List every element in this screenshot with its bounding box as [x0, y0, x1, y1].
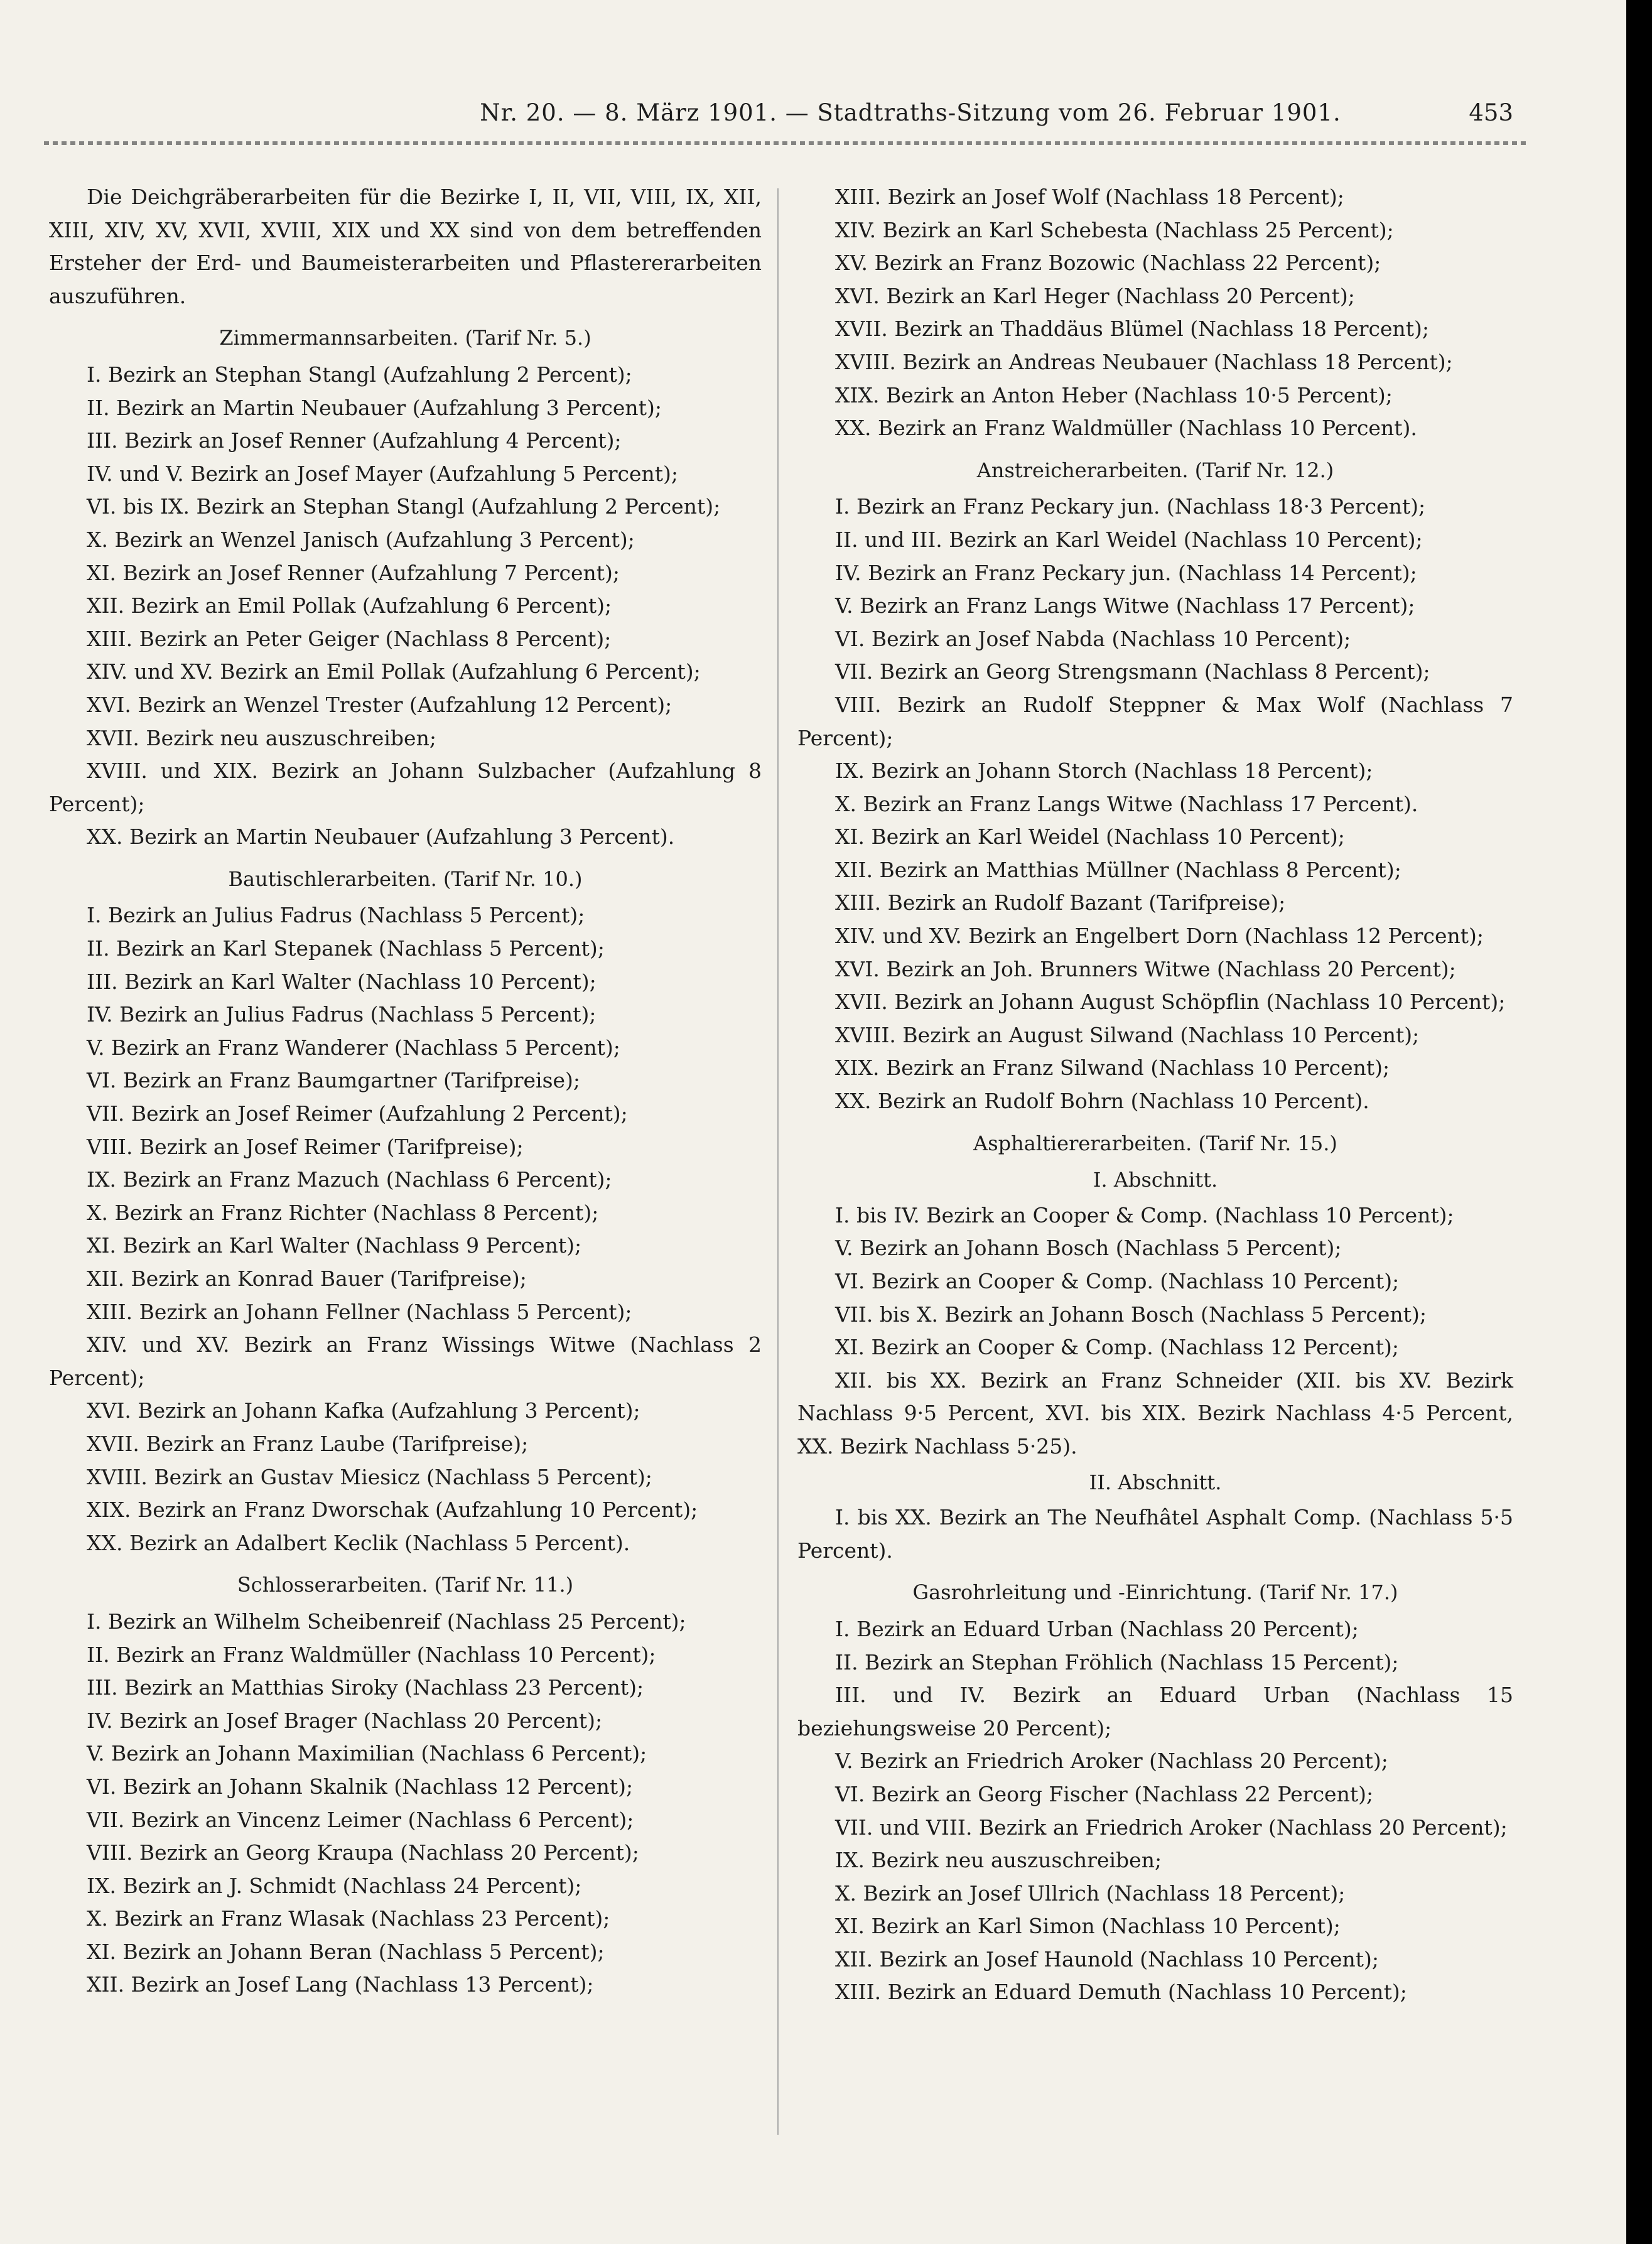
- award-entry: III. und IV. Bezirk an Eduard Urban (Nachlass 15 beziehungsweise 20 Percent);: [797, 1683, 1513, 1740]
- award-entry: III. Bezirk an Josef Renner (Aufzahlung 4 Percent);: [87, 428, 622, 453]
- award-entry: IX. Bezirk neu auszuschreiben;: [835, 1848, 1162, 1873]
- award-entry: IV. und V. Bezirk an Josef Mayer (Aufzahlung 5 Percent);: [87, 461, 678, 486]
- award-entry: I. bis XX. Bezirk an The Neufhâtel Asphalt Comp. (Nachlass 5·5 Percent).: [797, 1505, 1513, 1563]
- award-entry: XI. Bezirk an Karl Weidel (Nachlass 10 Percent);: [835, 824, 1345, 850]
- award-entry: II. Bezirk an Franz Waldmüller (Nachlass 10 Percent);: [87, 1642, 656, 1667]
- award-entry: VII. Bezirk an Josef Reimer (Aufzahlung 2 Percent);: [87, 1101, 628, 1126]
- award-entry: II. Bezirk an Martin Neubauer (Aufzahlung 3 Percent);: [87, 395, 662, 420]
- header-rule: [44, 141, 1526, 145]
- award-entry: VIII. Bezirk an Josef Reimer (Tarifpreise);: [87, 1134, 524, 1159]
- award-entry: XIV. Bezirk an Karl Schebesta (Nachlass 25 Percent);: [835, 217, 1394, 242]
- award-entry: XII. bis XX. Bezirk an Franz Schneider (XII. bis XV. Bezirk Nachlass 9·5 Percent, XVI. bis XIX. Bezirk Nachlass 4·5 Percent, XX. Bezirk Nachlass 5·25).: [797, 1367, 1513, 1459]
- column-divider: [777, 188, 779, 2135]
- award-entry: XIV. und XV. Bezirk an Engelbert Dorn (Nachlass 12 Percent);: [835, 924, 1484, 949]
- award-entry: IX. Bezirk an J. Schmidt (Nachlass 24 Percent);: [87, 1873, 582, 1898]
- award-entry: XI. Bezirk an Cooper & Comp. (Nachlass 12 Percent);: [835, 1335, 1399, 1360]
- award-entry: VI. Bezirk an Johann Skalnik (Nachlass 12 Percent);: [87, 1774, 634, 1799]
- award-entry: XVII. Bezirk neu auszuschreiben;: [87, 725, 436, 750]
- award-entry: VII. bis X. Bezirk an Johann Bosch (Nachlass 5 Percent);: [835, 1302, 1427, 1327]
- award-entry: XVIII. Bezirk an Andreas Neubauer (Nachlass 18 Percent);: [835, 349, 1453, 374]
- list-bautischler: [49, 899, 762, 1560]
- award-entry: X. Bezirk an Franz Langs Witwe (Nachlass 17 Percent).: [835, 791, 1418, 816]
- award-entry: I. bis IV. Bezirk an Cooper & Comp. (Nachlass 10 Percent);: [835, 1202, 1454, 1227]
- running-header: Nr. 20. — 8. März 1901. — Stadtraths-Sitzung vom 26. Februar 1901.: [480, 99, 1341, 126]
- award-entry: XIII. Bezirk an Rudolf Bazant (Tarifpreise);: [835, 890, 1286, 915]
- award-entry: X. Bezirk an Franz Wlasak (Nachlass 23 Percent);: [87, 1906, 610, 1931]
- section-heading-bautischler: Bautischlerarbeiten. (Tarif Nr. 10.): [228, 866, 583, 891]
- award-entry: V. Bezirk an Johann Maximilian (Nachlass 6 Percent);: [87, 1741, 647, 1766]
- award-entry: XVIII. und XIX. Bezirk an Johann Sulzbacher (Aufzahlung 8 Percent);: [49, 758, 762, 816]
- award-entry: XIII. Bezirk an Peter Geiger (Nachlass 8 Percent);: [87, 626, 612, 651]
- award-entry: II. Bezirk an Karl Stepanek (Nachlass 5 Percent);: [87, 936, 605, 961]
- award-entry: VI. Bezirk an Franz Baumgartner (Tarifpreise);: [87, 1068, 581, 1093]
- award-entry: XII. Bezirk an Josef Haunold (Nachlass 10 Percent);: [835, 1946, 1379, 1972]
- award-entry: I. Bezirk an Eduard Urban (Nachlass 20 Percent);: [835, 1616, 1359, 1641]
- list-schlosser-continued: [797, 181, 1513, 445]
- award-entry: VI. Bezirk an Georg Fischer (Nachlass 22 Percent);: [835, 1781, 1374, 1806]
- award-entry: XVII. Bezirk an Franz Laube (Tarifpreise);: [87, 1431, 529, 1456]
- subsection-heading-abschnitt-1: I. Abschnitt.: [1093, 1168, 1218, 1192]
- award-entry: V. Bezirk an Franz Langs Witwe (Nachlass 17 Percent);: [835, 593, 1415, 618]
- award-entry: II. Bezirk an Stephan Fröhlich (Nachlass 15 Percent);: [835, 1649, 1399, 1675]
- award-entry: X. Bezirk an Franz Richter (Nachlass 8 Percent);: [87, 1200, 599, 1225]
- intro-paragraph: Die Deichgräberarbeiten für die Bezirke I, II, VII, VIII, IX, XII, XIII, XIV, XV, XVII, XVIII, XIX und XX sind von dem betreffenden Ersteher der Erd- und Baumeisterarbeiten und Pflastererarbeiten auszuführen.: [49, 185, 762, 308]
- award-entry: IV. Bezirk an Julius Fadrus (Nachlass 5 Percent);: [87, 1002, 597, 1027]
- list-asphalt-abschnitt-2: [797, 1501, 1513, 1567]
- award-entry: VIII. Bezirk an Georg Kraupa (Nachlass 20 Percent);: [87, 1840, 639, 1865]
- award-entry: VII. Bezirk an Georg Strengsmann (Nachlass 8 Percent);: [835, 659, 1430, 684]
- section-heading-anstreicher: Anstreicherarbeiten. (Tarif Nr. 12.): [976, 458, 1334, 482]
- award-entry: VI. Bezirk an Josef Nabda (Nachlass 10 Percent);: [835, 626, 1351, 651]
- award-entry: XI. Bezirk an Karl Simon (Nachlass 10 Percent);: [835, 1914, 1341, 1939]
- award-entry: XI. Bezirk an Johann Beran (Nachlass 5 Percent);: [87, 1939, 605, 1964]
- award-entry: VI. Bezirk an Cooper & Comp. (Nachlass 10 Percent);: [835, 1269, 1400, 1293]
- page-number: 453: [1469, 99, 1513, 126]
- section-heading-asphalt: Asphaltiererarbeiten. (Tarif Nr. 15.): [973, 1131, 1337, 1155]
- award-entry: I. Bezirk an Franz Peckary jun. (Nachlass 18·3 Percent);: [835, 494, 1426, 519]
- award-entry: X. Bezirk an Josef Ullrich (Nachlass 18 Percent);: [835, 1880, 1346, 1906]
- list-schlosser: [49, 1605, 762, 2002]
- award-entry: XVI. Bezirk an Johann Kafka (Aufzahlung 3 Percent);: [87, 1398, 640, 1423]
- award-entry: I. Bezirk an Julius Fadrus (Nachlass 5 Percent);: [87, 903, 585, 928]
- award-entry: XIII. Bezirk an Johann Fellner (Nachlass 5 Percent);: [87, 1299, 632, 1324]
- award-entry: V. Bezirk an Friedrich Aroker (Nachlass 20 Percent);: [835, 1749, 1388, 1774]
- award-entry: XIX. Bezirk an Anton Heber (Nachlass 10·5 Percent);: [835, 382, 1393, 407]
- award-entry: III. Bezirk an Matthias Siroky (Nachlass 23 Percent);: [87, 1675, 644, 1700]
- award-entry: XIII. Bezirk an Eduard Demuth (Nachlass 10 Percent);: [835, 1980, 1407, 2005]
- award-entry: XIII. Bezirk an Josef Wolf (Nachlass 18 Percent);: [835, 185, 1344, 209]
- award-entry: I. Bezirk an Wilhelm Scheibenreif (Nachlass 25 Percent);: [87, 1609, 686, 1634]
- award-entry: IV. Bezirk an Franz Peckary jun. (Nachlass 14 Percent);: [835, 560, 1417, 585]
- award-entry: XII. Bezirk an Konrad Bauer (Tarifpreise);: [87, 1266, 527, 1291]
- award-entry: X. Bezirk an Wenzel Janisch (Aufzahlung 3 Percent);: [87, 527, 635, 552]
- award-entry: XVI. Bezirk an Joh. Brunners Witwe (Nachlass 20 Percent);: [835, 956, 1456, 981]
- award-entry: VI. bis IX. Bezirk an Stephan Stangl (Aufzahlung 2 Percent);: [87, 494, 721, 519]
- section-heading-zimmermann: Zimmermannsarbeiten. (Tarif Nr. 5.): [219, 326, 591, 350]
- award-entry: III. Bezirk an Karl Walter (Nachlass 10 Percent);: [87, 969, 597, 994]
- award-entry: XIV. und XV. Bezirk an Emil Pollak (Aufzahlung 6 Percent);: [87, 659, 701, 684]
- award-entry: XX. Bezirk an Martin Neubauer (Aufzahlung 3 Percent).: [87, 824, 675, 850]
- award-entry: XVI. Bezirk an Karl Heger (Nachlass 20 Percent);: [835, 283, 1355, 308]
- award-entry: IX. Bezirk an Johann Storch (Nachlass 18 Percent);: [835, 758, 1373, 784]
- list-anstreicher: [797, 490, 1513, 1118]
- subsection-heading-abschnitt-2: II. Abschnitt.: [1089, 1470, 1222, 1494]
- award-entry: VIII. Bezirk an Rudolf Steppner & Max Wolf (Nachlass 7 Percent);: [797, 692, 1513, 750]
- award-entry: VII. Bezirk an Vincenz Leimer (Nachlass 6 Percent);: [87, 1807, 634, 1832]
- award-entry: XVII. Bezirk an Johann August Schöpflin (Nachlass 10 Percent);: [835, 990, 1506, 1015]
- award-entry: V. Bezirk an Franz Wanderer (Nachlass 5 Percent);: [87, 1035, 620, 1060]
- award-entry: VII. und VIII. Bezirk an Friedrich Aroker (Nachlass 20 Percent);: [835, 1815, 1508, 1840]
- award-entry: I. Bezirk an Stephan Stangl (Aufzahlung 2 Percent);: [87, 362, 632, 387]
- right-column: [797, 181, 1513, 2009]
- list-gas: [797, 1613, 1513, 2009]
- award-entry: XX. Bezirk an Rudolf Bohrn (Nachlass 10 Percent).: [835, 1089, 1369, 1114]
- award-entry: II. und III. Bezirk an Karl Weidel (Nachlass 10 Percent);: [835, 527, 1423, 552]
- left-column: [49, 181, 762, 2002]
- award-entry: XVIII. Bezirk an Gustav Miesicz (Nachlass 5 Percent);: [87, 1464, 652, 1489]
- award-entry: XIV. und XV. Bezirk an Franz Wissings Witwe (Nachlass 2 Percent);: [49, 1332, 762, 1390]
- award-entry: XV. Bezirk an Franz Bozowic (Nachlass 22 Percent);: [835, 251, 1381, 276]
- section-heading-schlosser: Schlosserarbeiten. (Tarif Nr. 11.): [237, 1573, 574, 1597]
- award-entry: XI. Bezirk an Josef Renner (Aufzahlung 7 Percent);: [87, 560, 620, 585]
- award-entry: XIX. Bezirk an Franz Silwand (Nachlass 10 Percent);: [835, 1055, 1390, 1081]
- award-entry: XIX. Bezirk an Franz Dworschak (Aufzahlung 10 Percent);: [87, 1497, 698, 1523]
- list-zimmermann: [49, 359, 762, 854]
- award-entry: XVI. Bezirk an Wenzel Trester (Aufzahlung 12 Percent);: [87, 692, 672, 717]
- award-entry: V. Bezirk an Johann Bosch (Nachlass 5 Percent);: [835, 1236, 1342, 1261]
- list-asphalt-abschnitt-1: [797, 1199, 1513, 1464]
- award-entry: XII. Bezirk an Emil Pollak (Aufzahlung 6 Percent);: [87, 593, 612, 618]
- award-entry: XI. Bezirk an Karl Walter (Nachlass 9 Percent);: [87, 1233, 582, 1258]
- award-entry: XII. Bezirk an Matthias Müllner (Nachlass 8 Percent);: [835, 857, 1401, 882]
- award-entry: XVII. Bezirk an Thaddäus Blümel (Nachlass 18 Percent);: [835, 316, 1430, 342]
- award-entry: IV. Bezirk an Josef Brager (Nachlass 20 Percent);: [87, 1708, 603, 1733]
- section-heading-gas: Gasrohrleitung und -Einrichtung. (Tarif Nr. 17.): [912, 1580, 1398, 1605]
- award-entry: XII. Bezirk an Josef Lang (Nachlass 13 Percent);: [87, 1972, 594, 1997]
- award-entry: XX. Bezirk an Adalbert Keclik (Nachlass 5 Percent).: [87, 1530, 630, 1555]
- award-entry: XX. Bezirk an Franz Waldmüller (Nachlass 10 Percent).: [835, 416, 1417, 441]
- award-entry: XVIII. Bezirk an August Silwand (Nachlass 10 Percent);: [835, 1022, 1420, 1047]
- award-entry: IX. Bezirk an Franz Mazuch (Nachlass 6 Percent);: [87, 1167, 612, 1192]
